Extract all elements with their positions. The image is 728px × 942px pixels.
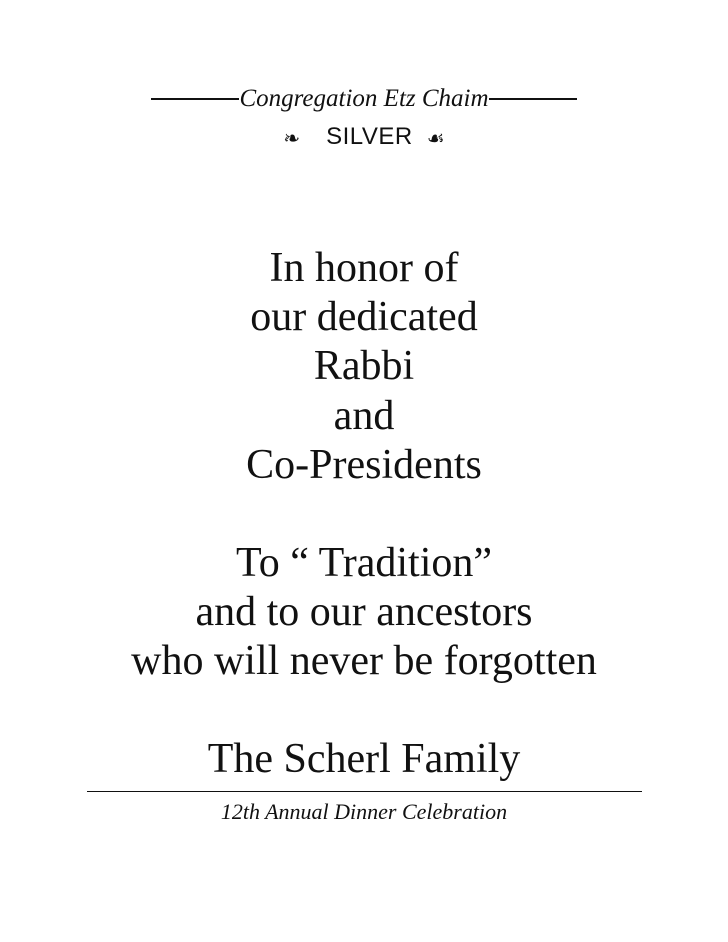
tier-label: SILVER bbox=[326, 123, 413, 150]
honor-line: In honor of bbox=[269, 245, 459, 291]
right-dash-divider bbox=[489, 98, 577, 100]
signature: The Scherl Family bbox=[207, 736, 521, 782]
left-dash-divider bbox=[151, 98, 239, 100]
honor-line: and bbox=[333, 393, 395, 439]
organization-header bbox=[0, 84, 728, 114]
dedication-line: who will never be forgotten bbox=[131, 638, 597, 684]
honor-line: our dedicated bbox=[250, 294, 478, 340]
honor-line: Rabbi bbox=[313, 343, 415, 389]
sponsorship-tier bbox=[0, 121, 728, 154]
event-footer: 12th Annual Dinner Celebration bbox=[220, 799, 508, 824]
honor-line: Co-Presidents bbox=[246, 442, 482, 488]
fleuron-icon: ☙ bbox=[426, 125, 445, 150]
dedication-line: and to our ancestors bbox=[195, 589, 533, 635]
dedication-line: To “ Tradition” bbox=[235, 540, 493, 586]
organization-name: Congregation Etz Chaim bbox=[239, 85, 489, 112]
footer-divider bbox=[87, 791, 642, 792]
fleuron-icon: ❧ bbox=[283, 125, 301, 150]
